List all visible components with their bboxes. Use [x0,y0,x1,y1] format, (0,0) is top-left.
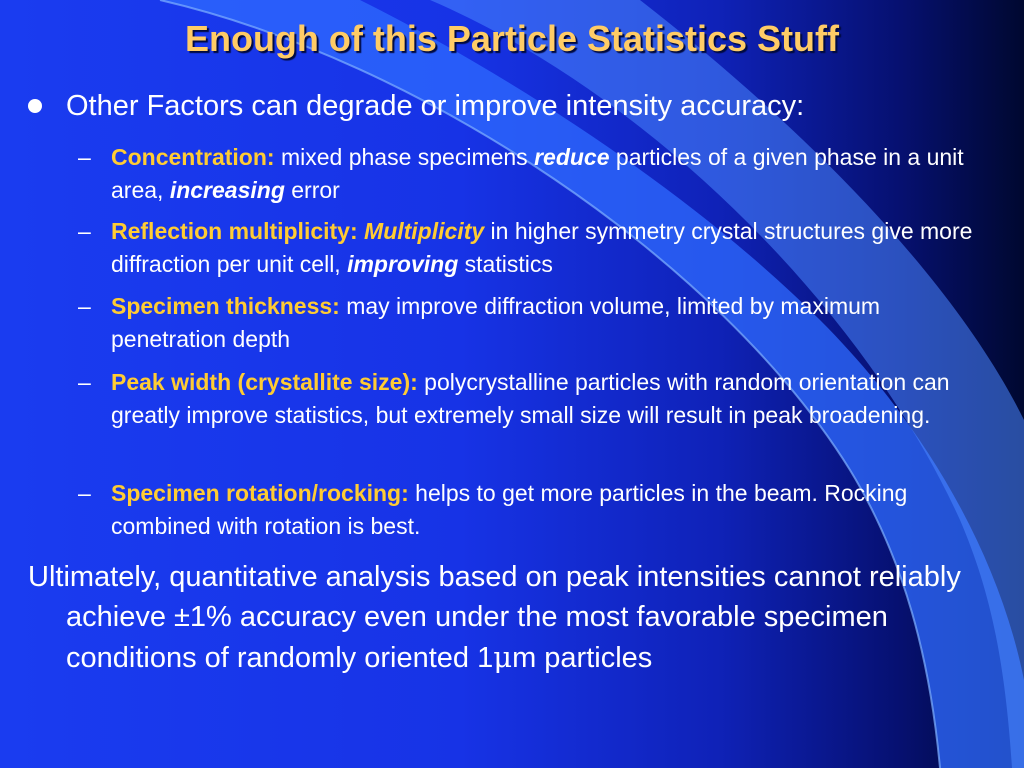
sub-bullet-rotation [111,477,991,543]
conclusion-text: Ultimately, quantitative analysis based on peak intensities cannot reliably achieve ±1% accuracy even under the most favorable specimen conditions of randomly oriented 1 [28,561,961,674]
sub-bullet-text: statistics [458,251,553,277]
sub-bullet-thickness [111,290,991,356]
sub-bullet-text: mixed phase specimens [274,144,535,170]
slide-title: Enough of this Particle Statistics Stuff [184,18,840,59]
sub-bullet-concentration [111,141,991,207]
main-bullet-text: Other Factors can degrade or improve intensity accuracy: [66,90,805,122]
sub-bullet-text: helps to get more particles in the beam. Rocking combined with rotation is best. [111,480,908,539]
sub-bullet-label: Specimen rotation/rocking: [111,480,409,506]
emphasis-text: Multiplicity [364,218,485,244]
sub-bullet-label: Peak width (crystallite size): [111,369,418,395]
dash-icon: – [78,480,91,506]
sub-bullet-text: in higher symmetry crystal structures give more diffraction per unit cell, [111,218,973,277]
dash-icon: – [78,369,91,395]
sub-bullet-label: Concentration: [111,144,275,170]
conclusion-text: m particles [512,642,653,674]
micro-symbol: μ [493,640,513,674]
sub-bullet-text: polycrystalline particles with random orientation can greatly improve statistics, but extremely small size will result in peak broadening. [111,369,950,428]
emphasis-text: improving [347,251,459,277]
dash-icon: – [78,293,91,319]
conclusion-paragraph [28,557,1024,678]
emphasis-text: increasing [169,177,285,203]
sub-bullet-text: particles of a given phase in a unit area, [111,144,964,203]
dash-icon: – [78,144,91,170]
sub-bullet-text: error [284,177,340,203]
sub-bullet-text: may improve diffraction volume, limited by maximum penetration depth [111,293,881,352]
sub-bullet-label: Reflection multiplicity: [111,218,358,244]
dash-icon: – [78,218,91,244]
sub-bullet-multiplicity [111,215,991,281]
sub-bullet-label: Specimen thickness: [111,293,340,319]
bullet-dot-icon [28,99,42,113]
sub-bullet-peak-width [111,366,991,432]
emphasis-text: reduce [534,144,610,170]
